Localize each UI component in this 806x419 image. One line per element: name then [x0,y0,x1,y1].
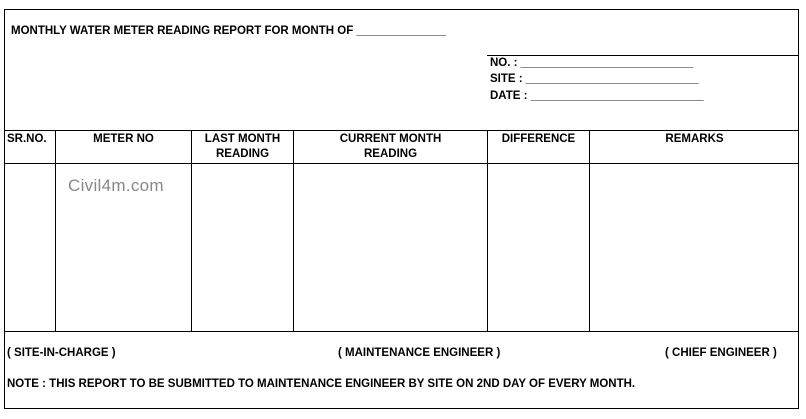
signature-site-in-charge: ( SITE-IN-CHARGE ) [7,347,116,359]
last-month-reading-entry-cell[interactable] [192,164,293,331]
column-header-meter-no: METER NO [93,133,154,145]
watermark: Civil4m.com [68,176,164,195]
difference-entry-cell[interactable] [488,164,589,331]
signature-maintenance-engineer: ( MAINTENANCE ENGINEER ) [338,347,501,359]
current-month-reading-entry-cell[interactable] [294,164,487,331]
submission-note: NOTE : THIS REPORT TO BE SUBMITTED TO MAINTENANCE ENGINEER BY SITE ON 2ND DAY OF EVERY MONTH. [7,378,636,390]
table-bottom-border [4,331,799,332]
sr-no-entry-cell[interactable] [5,164,55,331]
report-title: MONTHLY WATER METER READING REPORT FOR MONTH OF ______________ [11,25,446,37]
column-header-remarks: REMARKS [665,133,724,145]
signature-chief-engineer: ( CHIEF ENGINEER ) [665,347,777,359]
report-number-field[interactable]: NO. : ___________________________ [490,57,694,69]
site-field[interactable]: SITE : ___________________________ [490,73,699,85]
column-header-current-month-reading: CURRENT MONTH READING [339,133,442,160]
table-top-border [4,130,799,131]
date-field[interactable]: DATE : ___________________________ [490,90,704,102]
remarks-entry-cell[interactable] [590,164,798,331]
column-header-difference: DIFFERENCE [501,133,576,145]
column-header-last-month-reading: LAST MONTH READING [204,133,281,160]
column-header-sr-no: SR.NO. [7,133,47,145]
